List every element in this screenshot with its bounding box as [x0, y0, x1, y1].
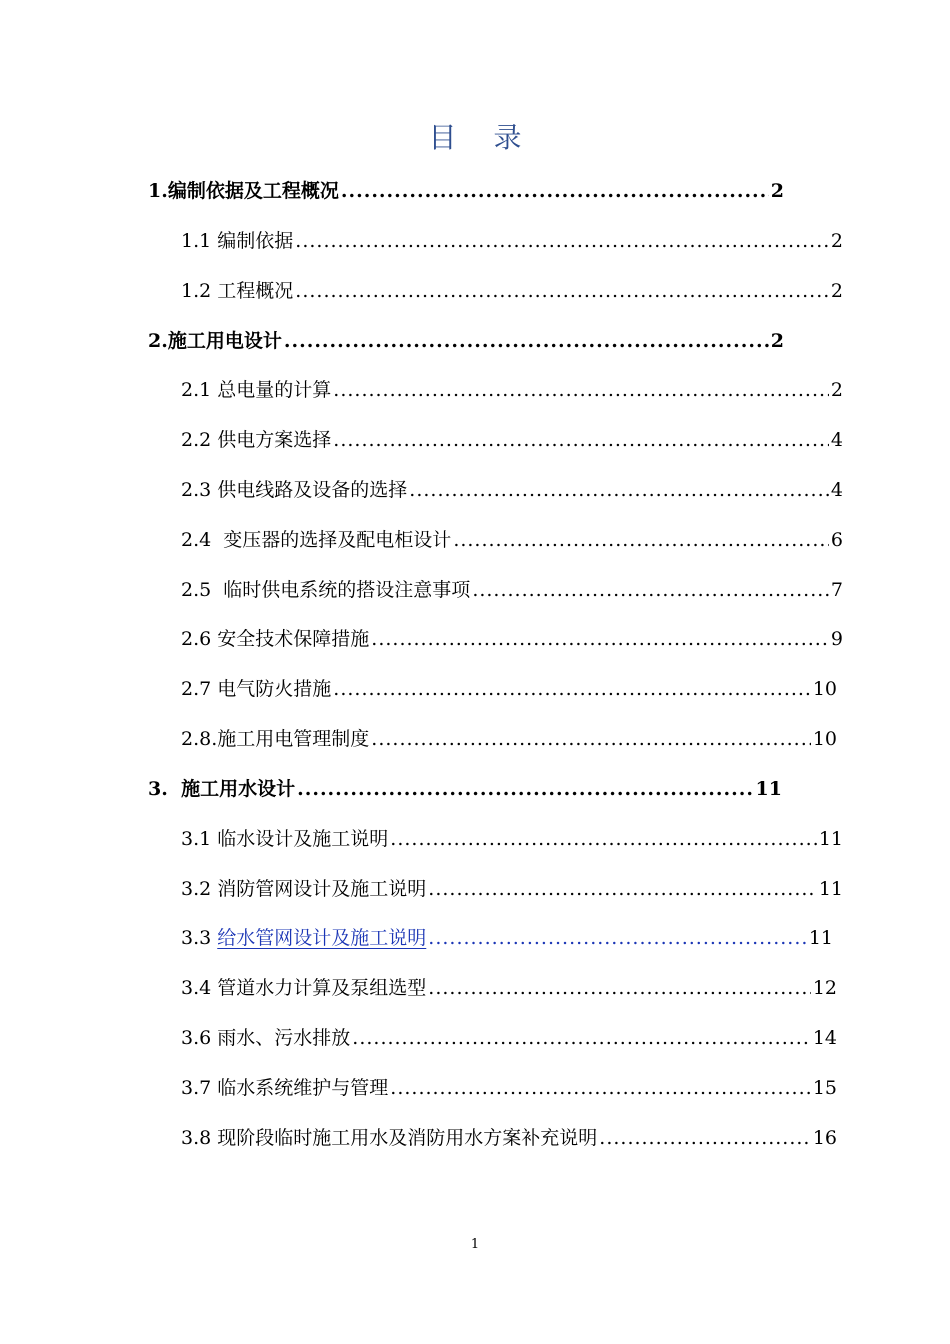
toc-number: 3.2 — [181, 878, 218, 900]
toc-entry-3-8[interactable] — [181, 1125, 837, 1151]
toc-entry-2-4[interactable] — [181, 527, 843, 553]
toc-number: 2.3 — [181, 479, 218, 501]
toc-page-number: 2 — [830, 230, 843, 252]
toc-title: 工程概况 — [217, 280, 294, 302]
toc-page-number: 16 — [812, 1127, 837, 1149]
dot-leader — [599, 1125, 811, 1151]
toc-title: 雨水、污水排放 — [217, 1027, 351, 1049]
toc-entry-3-3-link[interactable] — [181, 925, 833, 951]
toc-page-number: 2 — [770, 330, 784, 352]
toc-page-number: 9 — [830, 628, 843, 650]
toc-number: 2.1 — [181, 379, 218, 401]
dot-leader — [297, 776, 753, 802]
toc-entry-1-2[interactable] — [181, 278, 843, 304]
toc-number: 3.1 — [181, 828, 218, 850]
dot-leader — [453, 527, 829, 553]
toc-title: 电气防火措施 — [217, 678, 332, 700]
dot-leader — [371, 726, 811, 752]
toc-entry-3-7[interactable] — [181, 1075, 837, 1101]
toc-page-number: 12 — [812, 977, 837, 999]
dot-leader — [295, 278, 829, 304]
toc-entry-3-4[interactable] — [181, 975, 837, 1001]
toc-entry-2-2[interactable] — [181, 427, 843, 453]
toc-entry-2-8[interactable] — [181, 726, 837, 752]
toc-page-number: 4 — [830, 479, 843, 501]
dot-leader — [428, 876, 817, 902]
toc-title: 变压器的选择及配电柜设计 — [223, 529, 452, 551]
toc-title: 消防管网设计及施工说明 — [217, 878, 427, 900]
toc-number: 2.7 — [181, 678, 218, 700]
toc-number: 3.8 — [181, 1127, 218, 1149]
toc-title: 现阶段临时施工用水及消防用水方案补充说明 — [217, 1127, 598, 1149]
dot-leader — [352, 1025, 811, 1051]
toc-page-number: 10 — [812, 728, 837, 750]
dot-leader — [390, 826, 817, 852]
toc-entry-2-1[interactable] — [181, 377, 843, 403]
toc-title: 施工用水设计 — [181, 778, 296, 800]
toc-page-number: 11 — [808, 927, 833, 949]
toc-page-number: 10 — [812, 678, 837, 700]
toc-entry-2-6[interactable] — [181, 626, 843, 652]
toc-page-number: 11 — [755, 778, 782, 800]
page-number: 1 — [470, 1237, 480, 1252]
toc-number: 3.3 — [181, 927, 218, 949]
toc-entry-2-7[interactable] — [181, 676, 837, 702]
toc-page-number: 2 — [770, 180, 784, 202]
toc-entry-2[interactable] — [148, 328, 784, 354]
toc-number: 1.2 — [181, 280, 218, 302]
toc-page-number: 6 — [830, 529, 843, 551]
toc-number: 3.4 — [181, 977, 218, 999]
toc-number: 2.4 — [181, 529, 224, 551]
toc-entry-1[interactable] — [148, 178, 784, 204]
dot-leader — [295, 228, 829, 254]
toc-page-number: 14 — [812, 1027, 837, 1049]
toc-entry-1-1[interactable] — [181, 228, 843, 254]
toc-title: 供电线路及设备的选择 — [217, 479, 408, 501]
dot-leader — [428, 975, 811, 1001]
toc-title-link[interactable]: 给水管网设计及施工说明 — [217, 927, 427, 949]
toc-title: 管道水力计算及泵组选型 — [217, 977, 427, 999]
dot-leader — [371, 626, 829, 652]
toc-number: 2.5 — [181, 579, 224, 601]
toc-title: 施工用电设计 — [167, 330, 282, 352]
dot-leader — [333, 676, 811, 702]
toc-page-number: 2 — [830, 379, 843, 401]
toc-number: 2. — [148, 330, 168, 352]
toc-title: 临时供电系统的搭设注意事项 — [223, 579, 471, 601]
toc-title: 安全技术保障措施 — [217, 628, 370, 650]
toc-number: 1. — [148, 180, 168, 202]
toc-title: 临水设计及施工说明 — [217, 828, 389, 850]
toc-entry-3-1[interactable] — [181, 826, 843, 852]
toc-number: 3. — [148, 778, 182, 800]
dot-leader — [333, 377, 829, 403]
toc-title: 编制依据及工程概况 — [167, 180, 339, 202]
dot-leader — [472, 577, 829, 603]
toc-page-number: 4 — [830, 429, 843, 451]
toc-number: 2.2 — [181, 429, 218, 451]
toc-number: 2.6 — [181, 628, 218, 650]
toc-title: 临水系统维护与管理 — [217, 1077, 389, 1099]
toc-number: 1.1 — [181, 230, 218, 252]
dot-leader — [284, 328, 769, 354]
toc-number: 2.8. — [181, 728, 218, 750]
toc-number: 3.7 — [181, 1077, 218, 1099]
toc-page-number: 11 — [818, 828, 843, 850]
toc-number: 3.6 — [181, 1027, 218, 1049]
toc-entry-2-5[interactable] — [181, 577, 843, 603]
dot-leader — [428, 925, 807, 951]
toc-entry-3-6[interactable] — [181, 1025, 837, 1051]
toc-title: 供电方案选择 — [217, 429, 332, 451]
toc-entry-3-2[interactable] — [181, 876, 843, 902]
page-title: 目 录 — [428, 121, 536, 154]
toc-page-number: 15 — [812, 1077, 837, 1099]
dot-leader — [333, 427, 829, 453]
toc-page-number: 7 — [830, 579, 843, 601]
toc-entry-3[interactable] — [148, 776, 782, 802]
toc-entry-2-3[interactable] — [181, 477, 843, 503]
toc-title: 施工用电管理制度 — [217, 728, 370, 750]
toc-title: 编制依据 — [217, 230, 294, 252]
dot-leader — [390, 1075, 811, 1101]
dot-leader — [341, 178, 769, 204]
toc-title: 总电量的计算 — [217, 379, 332, 401]
toc-page-number: 11 — [818, 878, 843, 900]
toc-page-number: 2 — [830, 280, 843, 302]
dot-leader — [409, 477, 829, 503]
